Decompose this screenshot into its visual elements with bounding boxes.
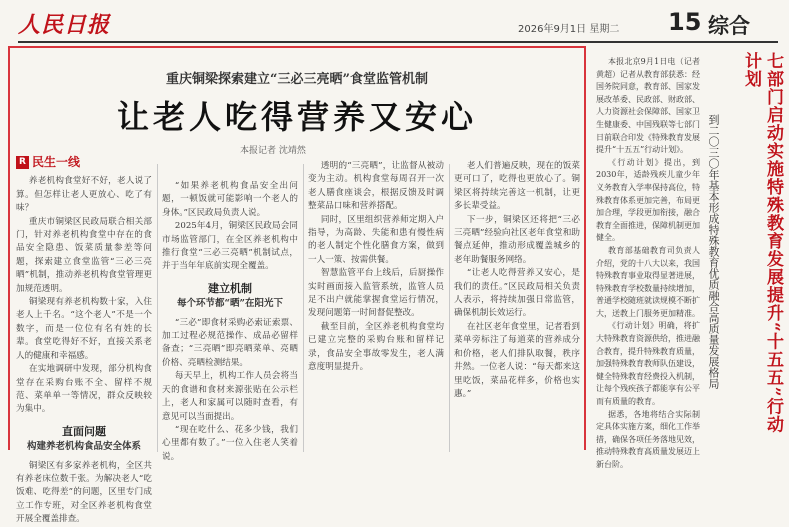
paragraph: “如果养老机构食品安全出问题，一顿饭就可能影响一个老人的身体。”区民政局负责人说。 — [162, 181, 298, 218]
paragraph: 老人们普遍反映，现在的饭菜更可口了，吃得也更放心了。铜梁区将持续完善这一机制，让更多长辈受益。 — [454, 161, 580, 212]
paragraph: 2025年4月，铜梁区民政局会同市场监管部门，在全区养老机构中推行食堂“三必三亮晒”机制试点，并于当年年底前实现全覆盖。 — [162, 221, 298, 272]
tag-icon: R — [16, 156, 29, 169]
paragraph: 重庆市铜梁区民政局联合相关部门，针对养老机构食堂中存在的食品安全隐患、饭菜质量参差等问题，探索建立食堂监管“三必三亮晒”机制，推动养老机构食堂管理更加规范透明。 — [16, 216, 152, 294]
paragraph: 铜梁现有养老机构数十家，入住老人上千名。“这个老人”不是一个数字，而是一位位有名有姓的长辈。食堂吃得好不好，直接关系老人的健康和幸福感。 — [16, 297, 152, 361]
right-story-text — [596, 56, 700, 469]
masthead-rule — [18, 41, 778, 43]
paragraph: 据悉，各地将结合实际制定具体实施方案，细化工作举措，确保各项任务落地见效，推动特殊教育高质量发展迈上新台阶。 — [596, 409, 700, 469]
subhead-1: 直面问题 — [62, 424, 106, 438]
paragraph: “现在吃什么、花多少钱，我们心里都有数了。”一位入住老人笑着说。 — [162, 424, 298, 462]
paragraph: 《行动计划》明确，将扩大特殊教育资源供给，推进融合教育，提升特殊教育质量，加强特殊教育教师队伍建设，健全特殊教育经费投入机制，让每个残疾孩子都能享有公平而有质量的教育。 — [596, 321, 700, 407]
main-article-frame — [8, 46, 586, 525]
paragraph: 本报北京9月1日电（记者黄超）记者从教育部获悉：经国务院同意，教育部、国家发展改革委、民政部、财政部、人力资源社会保障部、国家卫生健康委、中国残联等七部门日前联合印发《特殊教育发展提升“十五五”行动计划》。 — [596, 57, 700, 155]
subsubhead-2: 每个环节都“晒”在阳光下 — [177, 298, 283, 310]
column-divider — [449, 164, 450, 452]
article-headline: 让老人吃得营养又安心 — [116, 98, 477, 136]
issue-date: 2026年9月1日 星期二 — [518, 24, 620, 35]
paragraph: 智慧监管平台上线后，后厨操作实时画面接入监管系统，监管人员足不出户就能掌握食堂运行情况，发现问题第一时间督促整改。 — [308, 268, 444, 319]
column-divider — [303, 164, 304, 452]
article-column-4 — [454, 160, 580, 452]
masthead — [18, 8, 778, 38]
article-kicker: 重庆铜梁探索建立“三必三亮晒”食堂监管机制 — [166, 72, 428, 87]
paragraph: 截至目前，全区养老机构食堂均已建立完整的采购台账和留样记录，食品安全事故零发生，老人满意度明显提升。 — [308, 321, 444, 373]
subhead-2: 建立机制 — [208, 281, 252, 295]
section-title: 综合 — [708, 14, 750, 38]
tag-label: 民生一线 — [32, 155, 81, 169]
article-column-3 — [308, 160, 444, 452]
paragraph: 在社区老年食堂里，记者看到菜单旁标注了每道菜的营养成分和价格，老人们排队取餐，秩序井然。一位老人说：“每天都来这里吃饭，菜品花样多，价格也实惠。” — [454, 321, 580, 399]
right-story-subhead: 到二〇三〇年基本形成特殊教育优质融合高质量发展格局 — [707, 114, 720, 389]
paragraph: “三必”即食材采购必索证索票、加工过程必规范操作、成品必留样备查；“三亮晒”即亮晒菜单、亮晒价格、亮晒检测结果。 — [162, 317, 298, 368]
paragraph: 同时，区里组织营养师定期入户指导，为高龄、失能和患有慢性病的老人制定个性化膳食方案，做到一人一策、按需供餐。 — [308, 214, 444, 265]
paragraph: 下一步，铜梁区还将把“三必三亮晒”经验向社区老年食堂和助餐点延伸，推动形成覆盖城乡的老年助餐服务网络。 — [454, 214, 580, 265]
paragraph: 铜梁区有多家养老机构，全区共有养老床位数千张。为解决老人“吃饭难、吃得差”的问题，区里专门成立工作专班，对全区养老机构食堂开展全覆盖排查。 — [16, 460, 152, 525]
paragraph: 《行动计划》提出，到2030年，适龄残疾儿童少年义务教育入学率保持高位，特殊教育体系更加完善，布局更加合理，学段更加衔接，融合教育全面推进，保障机制更加健全。 — [596, 157, 700, 243]
column-divider — [157, 164, 158, 452]
paragraph: 在实地调研中发现，部分机构食堂存在采购台账不全、留样不规范、菜单单一等情况，群众反映较为集中。 — [16, 364, 152, 415]
page-number: 15 — [668, 8, 702, 36]
paragraph: 每天早上，机构工作人员会将当天的食谱和食材来源张贴在公示栏上，老人和家属可以随时查看，有意见可以当面提出。 — [162, 371, 298, 422]
paragraph: 透明的“三亮晒”，让监督从被动变为主动。机构食堂每周召开一次老人膳食座谈会，根据反馈及时调整菜品口味和营养搭配。 — [308, 161, 444, 212]
article-column-1 — [16, 155, 152, 525]
paragraph: “让老人吃得营养又安心，是我们的责任。”区民政局相关负责人表示，将持续加强日常监管，确保机制长效运行。 — [454, 268, 580, 319]
article-byline: 本报记者 沈靖然 — [240, 146, 306, 156]
newspaper-logo: 人民日报 — [18, 12, 111, 38]
paragraph: 养老机构食堂好不好，老人说了算。但怎样让老人更放心、吃了有味？ — [16, 176, 152, 214]
paragraph: 教育部基础教育司负责人介绍，党的十八大以来，我国特殊教育事业取得显著进展，特殊教育学校数量持续增加，普通学校随班就读规模不断扩大，送教上门服务更加精准。 — [596, 245, 700, 318]
subsubhead-1: 构建养老机构食品安全体系 — [26, 441, 141, 453]
right-story-headline: 七部门启动实施特殊教育发展提升“十五五”行动计划 — [741, 52, 783, 434]
article-column-2 — [162, 180, 298, 462]
section-tag — [16, 156, 152, 169]
